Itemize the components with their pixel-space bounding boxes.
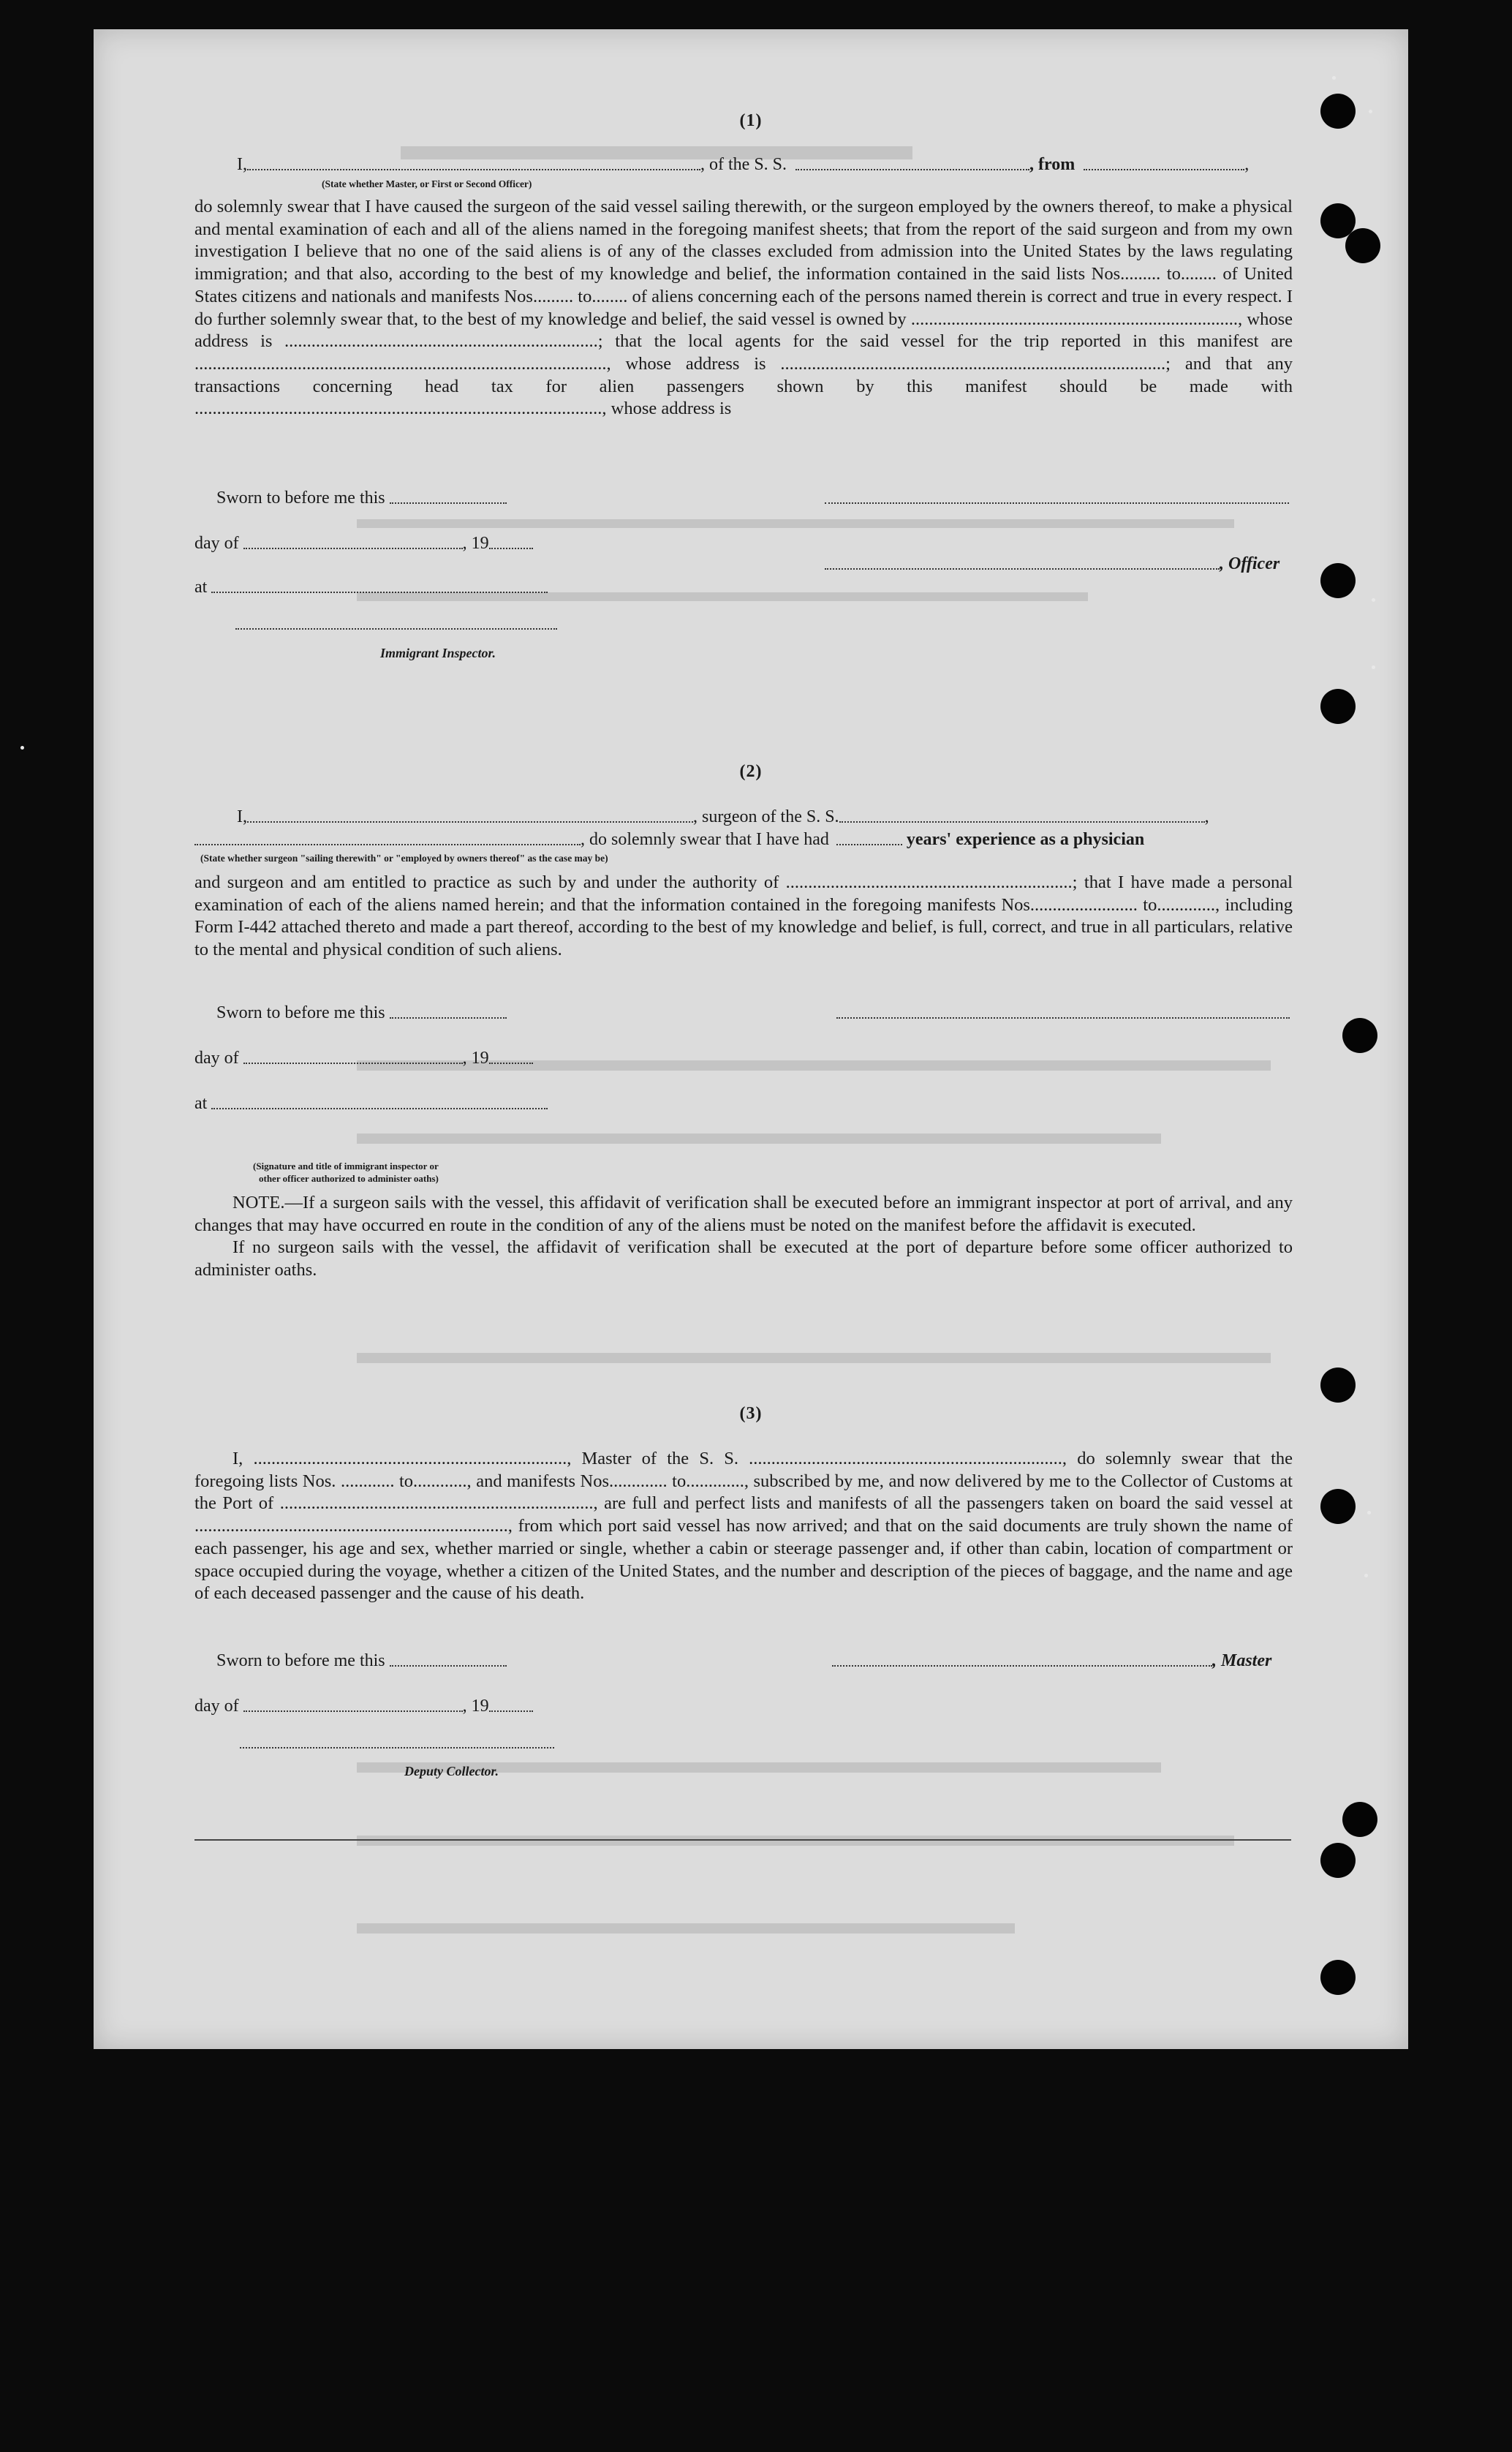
section-2-number: (2) xyxy=(739,762,763,781)
fill-line xyxy=(211,591,548,593)
at-label: at xyxy=(194,578,208,597)
sworn-line-1 xyxy=(216,488,507,508)
signature-line-1 xyxy=(825,488,1289,508)
fill-line xyxy=(390,1016,507,1019)
fill-line xyxy=(243,1062,463,1064)
scan-speck xyxy=(1372,665,1375,669)
scan-speck xyxy=(1372,598,1375,602)
section-2-i-label: I, xyxy=(237,807,247,826)
bottom-rule xyxy=(194,1839,1291,1841)
signature-caption-line-2: other officer authorized to administer oaths) xyxy=(259,1173,439,1184)
punch-hole xyxy=(1345,228,1380,263)
section-2-years-label: years' experience as a physician xyxy=(906,830,1145,849)
fill-line xyxy=(1084,168,1244,170)
document-page xyxy=(94,29,1408,2049)
section-1-note-under-i: (State whether Master, or First or Second Officer) xyxy=(322,178,532,189)
officer-line xyxy=(825,554,1279,574)
section-2-note-under-i: (State whether surgeon "sailing therewith" or "employed by owners thereof" as the case may be) xyxy=(200,853,608,864)
punch-hole xyxy=(1342,1802,1377,1837)
section-1-body-text: do solemnly swear that I have caused the surgeon of the said vessel sailing therewith, or the surgeon employed by the owners thereof, to make a physical and mental examination of each and all of the aliens named in the foregoing manifest sheets; that from the report of the said surgeon and from my own investigation I believe that no one of the said aliens is of any of the classes excluded from admission into the United States by the laws regulating immigration; and that also, according to the best of my knowledge and belief, the information contained in the said lists Nos......... to........ of United States citizens and nationals and manifests Nos......... to........ of aliens concerning each of the persons named therein is correct and true in every respect. I do further solemnly swear that, to the best of my knowledge and belief, the said vessel is owned by ........................................................................., whose address is ......................................................................; that the local agents for the said vessel for the trip reported in this manifest are ............................................................................................, whose address is ......................................................................................; and that any transactions concerning head tax for alien passengers shown by this manifest should be made with ..........................................................................................., whose address is xyxy=(194,197,1293,419)
surgeon-note xyxy=(194,1192,1293,1282)
fill-line xyxy=(247,168,700,170)
day-of-label: day of xyxy=(194,534,239,553)
fill-line xyxy=(247,821,693,823)
punch-hole xyxy=(1320,1843,1356,1878)
sworn-label: Sworn to before me this xyxy=(216,1651,385,1670)
day-of-label: day of xyxy=(194,1697,239,1716)
punch-hole xyxy=(1320,94,1356,129)
scan-speck xyxy=(20,746,24,750)
punch-hole xyxy=(1320,563,1356,598)
fill-line xyxy=(825,502,1289,504)
fill-line xyxy=(836,1016,1290,1019)
signature-line-2 xyxy=(836,1003,1290,1023)
year-label: , 19 xyxy=(462,534,489,553)
master-label: , Master xyxy=(1212,1651,1272,1670)
at-label: at xyxy=(194,1094,208,1113)
officer-label: , Officer xyxy=(1220,554,1280,573)
section-2-swear-label: , do solemnly swear that I have had xyxy=(581,830,829,849)
section-2-surgeon-label: , surgeon of the S. S. xyxy=(693,807,839,826)
scan-speck xyxy=(1364,1574,1368,1577)
section-2-body-text: and surgeon and am entitled to practice as such by and under the authority of ................................................................; that I have made a personal examination of each of the aliens named herein; and that the information contained in the foregoing manifests Nos........................ to............., including Form I-442 attached thereto and made a part thereof, according to the best of my knowledge and belief, is full, correct, and true in all particulars, relative to the mental and physical condition of such aliens. xyxy=(194,872,1293,960)
comma: , xyxy=(1204,807,1209,826)
fill-line xyxy=(795,168,1029,170)
scan-speck xyxy=(1332,76,1336,80)
fill-line xyxy=(832,1664,1212,1667)
signature-caption-line-1: (Signature and title of immigrant inspector or xyxy=(253,1161,439,1172)
fill-line xyxy=(825,567,1220,570)
scan-speck xyxy=(1369,110,1372,113)
section-1-number: (1) xyxy=(739,111,763,130)
section-3-number: (3) xyxy=(739,1404,763,1423)
fill-line xyxy=(243,547,463,549)
deputy-collector-caption: Deputy Collector. xyxy=(404,1764,499,1778)
fill-line xyxy=(489,547,533,549)
section-2-line-1 xyxy=(237,807,1209,827)
fill-line xyxy=(390,502,507,504)
at-line-1 xyxy=(194,578,548,597)
fill-line xyxy=(211,1107,548,1109)
fill-line xyxy=(243,1710,463,1712)
section-3-body xyxy=(194,1448,1293,1605)
fill-line xyxy=(489,1062,533,1064)
year-label: , 19 xyxy=(462,1697,489,1716)
fill-line xyxy=(836,843,902,845)
fill-line xyxy=(240,1746,554,1749)
section-1-body xyxy=(194,196,1293,420)
note-label: NOTE. xyxy=(233,1193,285,1212)
day-line-2 xyxy=(194,1049,533,1068)
section-1-oath-line xyxy=(237,155,1249,175)
day-line-1 xyxy=(194,534,533,554)
fill-line xyxy=(489,1710,533,1712)
fill-line xyxy=(194,843,581,845)
fill-line xyxy=(839,821,1205,823)
inspector-signature-line xyxy=(235,614,557,634)
collector-signature-line xyxy=(240,1733,554,1753)
comma: , xyxy=(1244,155,1250,174)
sworn-label: Sworn to before me this xyxy=(216,1003,385,1022)
note-text: —If a surgeon sails with the vessel, this affidavit of verification shall be executed before an immigrant inspector at port of arrival, and any changes that may have occurred en route in the condition of any of the aliens must be noted on the manifest before the affidavit is executed. xyxy=(194,1193,1293,1235)
section-1-from-label: , from xyxy=(1029,155,1076,174)
note-second-paragraph: If no surgeon sails with the vessel, the affidavit of verification shall be executed at the port of departure before some officer authorized to administer oaths. xyxy=(194,1237,1293,1280)
fill-line xyxy=(390,1664,507,1667)
sworn-line-3 xyxy=(216,1651,507,1671)
section-1-i-label: I, xyxy=(237,155,247,174)
day-line-3 xyxy=(194,1697,533,1716)
sworn-line-2 xyxy=(216,1003,507,1023)
immigrant-inspector-caption: Immigrant Inspector. xyxy=(380,646,496,660)
punch-hole xyxy=(1320,1489,1356,1524)
scan-speck xyxy=(1367,1511,1371,1514)
fill-line xyxy=(235,627,557,630)
punch-hole xyxy=(1320,1960,1356,1995)
section-2-body xyxy=(194,872,1293,962)
at-line-2 xyxy=(194,1094,548,1114)
section-1-of-ss-label: , of the S. S. xyxy=(700,155,787,174)
year-label: , 19 xyxy=(462,1049,489,1068)
punch-hole xyxy=(1320,689,1356,724)
section-3-body-text: I, ......................................................................, Master of the S. S. ......................................................................, do solemnly swear that the foregoing lists Nos. ............ to............, and manifests Nos............. to............., subscribed by me, and now delivered by me to the Collector of Customs at the Port of ......................................................................, are full and perfect lists and manifests of all the passengers taken on board the said vessel at ......................................................................, from which port said vessel has now arrived; and that on the said documents are truly shown the name of each passenger, his age and sex, whether married or single, whether a cabin or steerage passenger and, if other than cabin, location of compartment or space occupied during the voyage, whether a citizen of the United States, and the number and description of the pieces of baggage, and the name and age of each deceased passenger and the cause of his death. xyxy=(194,1449,1293,1604)
punch-hole xyxy=(1342,1018,1377,1053)
sworn-label: Sworn to before me this xyxy=(216,488,385,508)
master-line xyxy=(832,1651,1271,1671)
section-2-line-2 xyxy=(194,830,1144,850)
punch-hole xyxy=(1320,1368,1356,1403)
day-of-label: day of xyxy=(194,1049,239,1068)
